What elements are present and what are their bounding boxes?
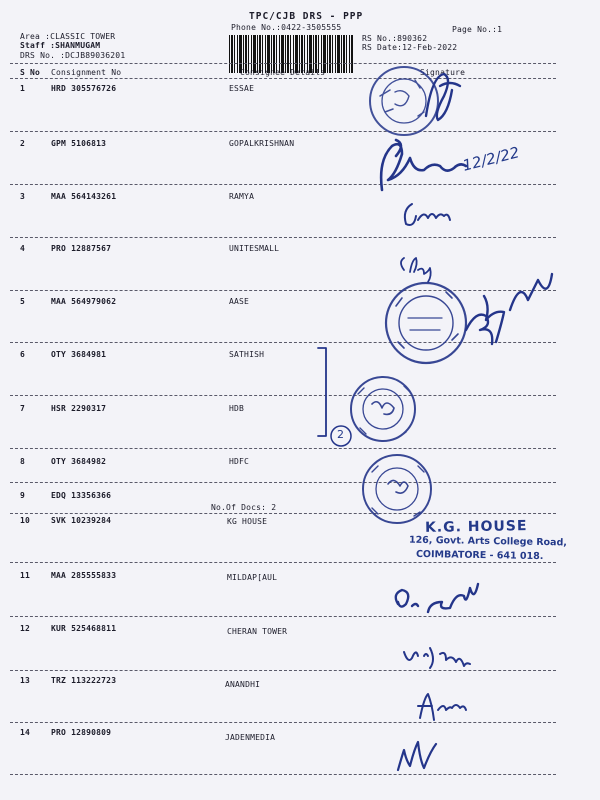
row-consignment: MAA 564979062 xyxy=(51,297,117,306)
bracket-mark xyxy=(318,348,326,436)
row-consignment: SVK 10239284 xyxy=(51,516,112,525)
page-number: Page No.:1 xyxy=(452,25,503,34)
row-consignment: KUR 525468811 xyxy=(51,624,117,633)
company-stamp-2 xyxy=(386,283,466,363)
row-consignment: TRZ 113222723 xyxy=(51,676,117,685)
column-header-signature: Signature xyxy=(420,68,466,77)
signature-4 xyxy=(401,258,431,282)
row-sno: 10 xyxy=(20,516,31,525)
row-consignment: HSR 2290317 xyxy=(51,404,107,413)
row-consignment: EDQ 13356366 xyxy=(51,491,112,500)
column-header-consignee: Consignee Details xyxy=(240,68,326,77)
document-title: TPC/CJB DRS - PPP xyxy=(249,11,364,22)
row-consignment: PRO 12887567 xyxy=(51,244,112,253)
staff-label: Staff :SHANMUGAM xyxy=(20,41,101,50)
row-consignee: ESSAE xyxy=(229,84,255,93)
row-sno: 12 xyxy=(20,624,31,633)
row-sno: 8 xyxy=(20,457,26,466)
row-consignee: HDFC xyxy=(229,457,250,466)
row-sno: 13 xyxy=(20,676,31,685)
row-sno: 11 xyxy=(20,571,31,580)
row-sno: 7 xyxy=(20,404,26,413)
signature-14 xyxy=(398,742,436,770)
row-sno: 9 xyxy=(20,491,26,500)
row-consignment: OTY 3684981 xyxy=(51,350,107,359)
row-consignee: KG HOUSE xyxy=(227,517,268,526)
row-sno: 2 xyxy=(20,139,26,148)
row-sno: 5 xyxy=(20,297,26,306)
row-sno: 1 xyxy=(20,84,26,93)
row-sno: 6 xyxy=(20,350,26,359)
row-consignee: SATHISH xyxy=(229,350,265,359)
drs-number: DRS No. :DCJB89036201 xyxy=(20,51,126,60)
document-count: No.Of Docs: 2 xyxy=(211,503,277,512)
signature-11 xyxy=(396,584,478,612)
column-header-consignment: Consignment No xyxy=(51,68,122,77)
signature-5 xyxy=(466,274,552,344)
row-consignment: GPM 5106813 xyxy=(51,139,107,148)
row-consignment: MAA 285555833 xyxy=(51,571,117,580)
row-consignee: CHERAN TOWER xyxy=(227,627,288,636)
row-consignee: MILDAP[AUL xyxy=(227,573,278,582)
row-consignment: HRD 305576726 xyxy=(51,84,117,93)
row-consignment: MAA 564143261 xyxy=(51,192,117,201)
row-consignee: GOPALKRISHNAN xyxy=(229,139,295,148)
bracket-count: 2 xyxy=(337,428,344,441)
signature-3 xyxy=(405,204,450,225)
signature-13 xyxy=(418,694,466,720)
rs-number: RS No.:890362 xyxy=(362,34,428,43)
row-consignee: AASE xyxy=(229,297,250,306)
row-consignee: HDB xyxy=(229,404,245,413)
row-sno: 14 xyxy=(20,728,31,737)
row-consignee: RAMYA xyxy=(229,192,255,201)
row-consignee: ANANDHI xyxy=(225,680,261,689)
row-consignment: PRO 12890809 xyxy=(51,728,112,737)
column-header-sno: S No xyxy=(20,68,41,77)
row-sno: 4 xyxy=(20,244,26,253)
kg-house-stamp-address1: 126, Govt. Arts College Road, xyxy=(408,534,568,549)
row-consignment: OTY 3684982 xyxy=(51,457,107,466)
phone-number: Phone No.:0422-3505555 xyxy=(231,23,342,32)
signature-2 xyxy=(381,140,466,190)
row-sno: 3 xyxy=(20,192,26,201)
row-consignee: UNITESMALL xyxy=(229,244,280,253)
kg-house-stamp-address2: COIMBATORE - 641 018. xyxy=(415,548,544,563)
company-stamp-3 xyxy=(351,377,415,441)
kg-house-stamp-title: K.G. HOUSE xyxy=(424,518,528,536)
signature-12 xyxy=(404,648,470,668)
handwritten-date: 12/2/22 xyxy=(460,143,522,175)
rs-date: RS Date:12-Feb-2022 xyxy=(362,43,458,52)
company-stamp-4 xyxy=(363,455,431,523)
area-label: Area :CLASSIC TOWER xyxy=(20,32,116,41)
row-consignee: JADENMEDIA xyxy=(225,733,276,742)
